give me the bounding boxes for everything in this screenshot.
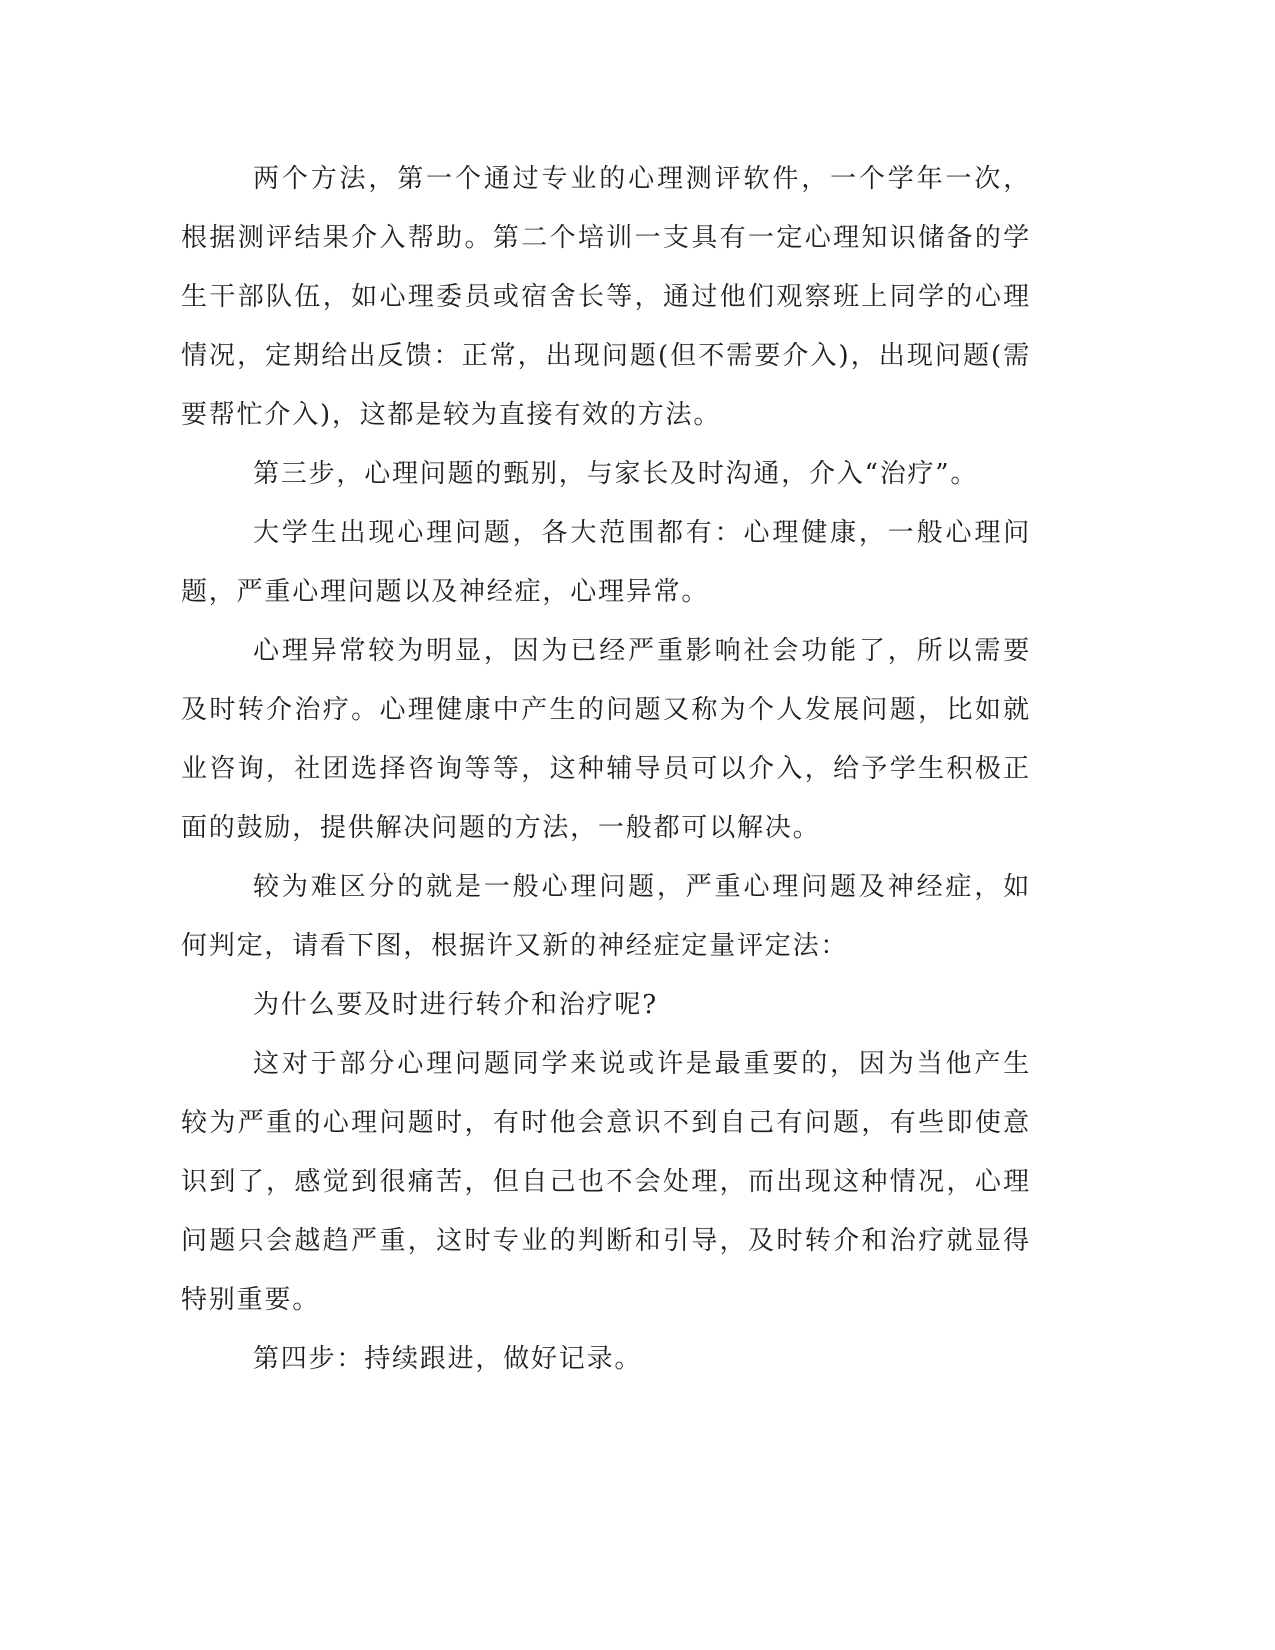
paragraph-importance: 这对于部分心理问题同学来说或许是最重要的，因为当他产生较为严重的心理问题时，有时他会意识不到自己有问题，有些即使意识到了，感觉到很痛苦，但自己也不会处理，而出现这种情况，心理问题只会越趋严重，这时专业的判断和引导，及时转介和治疗就显得特别重要。 [181,1049,1031,1315]
paragraph-question: 为什么要及时进行转介和治疗呢? [253,990,658,1020]
paragraph-step-three: 第三步，心理问题的甄别，与家长及时沟通，介入“治疗”。 [253,459,979,489]
paragraph-problem-range: 大学生出现心理问题，各大范围都有：心理健康，一般心理问题，严重心理问题以及神经症，心理异常。 [181,518,1031,607]
paragraph-abnormality: 心理异常较为明显，因为已经严重影响社会功能了，所以需要及时转介治疗。心理健康中产生的问题又称为个人发展问题，比如就业咨询，社团选择咨询等等，这种辅导员可以介入，给予学生积极正面的鼓励，提供解决问题的方法，一般都可以解决。 [181,636,1031,843]
paragraph-distinguish: 较为难区分的就是一般心理问题，严重心理问题及神经症，如何判定，请看下图，根据许又新的神经症定量评定法： [181,872,1031,961]
paragraph-step-four: 第四步：持续跟进，做好记录。 [253,1344,643,1374]
document-body [181,150,1031,1389]
paragraph-two-methods: 两个方法，第一个通过专业的心理测评软件，一个学年一次，根据测评结果介入帮助。第二个培训一支具有一定心理知识储备的学生干部队伍，如心理委员或宿舍长等，通过他们观察班上同学的心理情况，定期给出反馈：正常，出现问题(但不需要介入)，出现问题(需要帮忙介入)，这都是较为直接有效的方法。 [181,164,1031,430]
